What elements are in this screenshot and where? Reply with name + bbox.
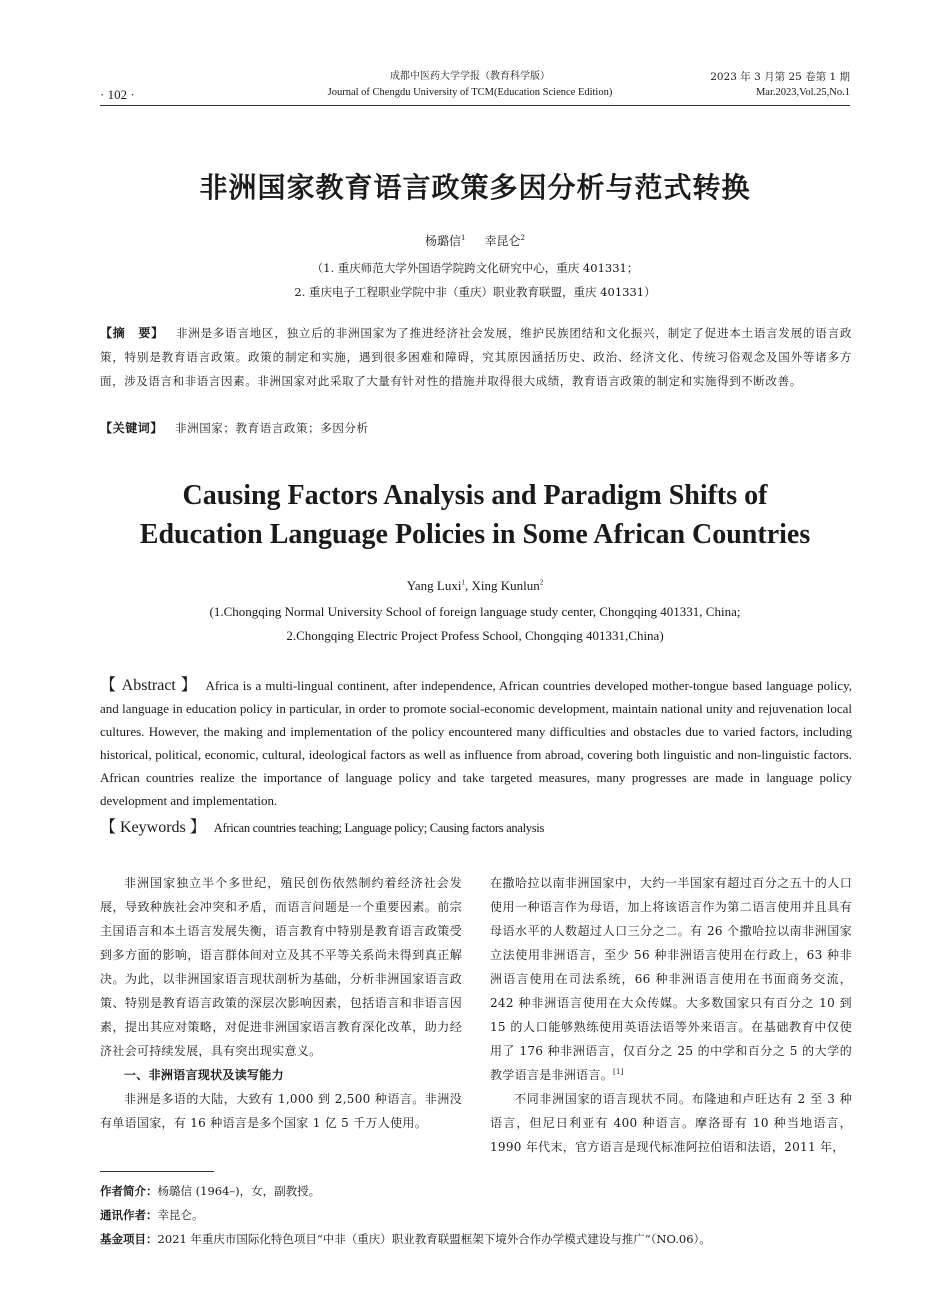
body-paragraph: 不同非洲国家的语言现状不同。布隆迪和卢旺达有 2 至 3 种语言，但尼日利亚有 400 种语言。摩洛哥有 10 种当地语言，1990 年代末，官方语言是现代标准阿拉伯语和法语，2011 年， [490,1092,852,1154]
journal-name [310,70,630,102]
affiliations-en [100,600,850,648]
author-name: Yang Luxi [406,578,462,593]
issue-info-cn: 2023 年 3 月第 25 卷第 1 期 [710,71,850,83]
body-column-left [100,871,462,1135]
footnotes [100,1179,860,1251]
footnote-author [100,1179,860,1203]
authors-en: Yang Luxi$^1$, Xing Kunlun$^2$ [406,578,544,593]
footnote-funding [100,1227,860,1251]
running-header [100,70,850,104]
author-affiliation-mark: 1 [460,234,466,242]
keywords-en [100,816,852,840]
footnote-text: 2021 年重庆市国际化特色项目“中非（重庆）职业教育联盟框架下境外合作办学模式建设与推广”（NO.06）。 [157,1232,711,1246]
citation-ref: [1] [613,1068,624,1076]
footnote-label: 基金项目： [100,1232,158,1246]
abstract-cn [100,321,852,393]
issue-info [710,70,850,102]
body-paragraph: 非洲国家独立半个多世纪，殖民创伤依然制约着经济社会发展，导致种族社会冲突和矛盾，而语言问题是一个重要因素。前宗主国语言和本土语言发展失衡，语言教育中特别是教育语言政策受到多方面的影响，语言群体间对立及其不平等关系尚未得到真正解决。为此，以非洲国家语言现状剖析为基础，分析非洲国家语言政策、特别是教育语言政策的深层次影响因素，包括语言和非语言因素，提出其应对策略，对促进非洲国家语言教育深化改革，助力经济社会可持续发展，具有突出现实意义。 [100,876,462,1058]
affiliation-line: （1. 重庆师范大学外国语学院跨文化研究中心，重庆 401331； [311,261,639,275]
page-number: · 102 · [100,87,135,102]
journal-name-en: Journal of Chengdu University of TCM(Education Science Edition) [327,87,613,98]
title-line: Causing Factors Analysis and Paradigm Shifts of [182,480,768,511]
footnote-label: 作者简介： [100,1184,158,1198]
keywords-text-cn: 非洲国家；教育语言政策；多因分析 [175,421,369,435]
keywords-cn [100,416,852,440]
keywords-label-en: 【 Keywords 】 [100,819,206,836]
paper-title-en [60,476,890,554]
paper-title-cn: 非洲国家教育语言政策多因分析与范式转换 [199,171,751,204]
footnote-label: 通讯作者： [100,1208,158,1222]
body-paragraph: 非洲是多语的大陆，大致有 1,000 到 2,500 种语言。非洲没有单语国家，有 16 种语言是多个国家 1 亿 5 千万人使用。 [100,1092,462,1130]
affiliation-line: (1.Chongqing Normal University School of foreign language study center, Chongqing 401331, China; [209,604,741,619]
authors-cn [100,232,850,249]
keywords-text-en: African countries teaching; Language policy; Causing factors analysis [213,821,545,835]
abstract-label-en: 【 Abstract 】 [100,677,198,694]
author-affiliation-mark: 2 [520,234,526,242]
paragraph-text: 在撒哈拉以南非洲国家中，大约一半国家有超过百分之五十的人口使用一种语言作为母语，加上将该语言作为第二语言使用并且具有母语水平的人数超过人口三分之二。有 26 个撒哈拉以南非洲国家立法使用非洲语言，至少 56 种非洲语言使用在行政上，63 种非洲语言使用在司法系统，66 种非洲语言使用在书面商务交流，242 种非洲语言使用在大众传媒。大多数国家只有百分之 10 到 15 的人口能够熟练使用英语法语等外来语言。在基础教育中仅使用了 176 种非洲语言，仅百分之 25 的中学和百分之 5 的大学的教学语言是非洲语言。 [490,876,852,1082]
affiliation-line: 2. 重庆电子工程职业学院中非（重庆）职业教育联盟，重庆 401331） [294,285,656,299]
author-name: 幸昆仑 [484,234,521,248]
author-name: 杨璐信 [424,234,461,248]
abstract-label-cn: 【摘 要】 [100,326,164,340]
section-heading: 一、非洲语言现状及读写能力 [124,1068,284,1082]
keywords-label-cn: 【关键词】 [100,421,164,435]
journal-name-cn: 成都中医药大学学报（教育科学版） [390,71,550,82]
abstract-en [100,674,852,812]
author-affiliation-mark: 2 [539,578,544,587]
affiliation-line: 2.Chongqing Electric Project Profess School, Chongqing 401331,China) [286,628,664,643]
body-column-right [490,871,852,1159]
affiliations-cn [100,256,850,304]
author-name: Xing Kunlun [471,578,540,593]
issue-info-en: Mar.2023,Vol.25,No.1 [755,87,850,98]
body-paragraph [490,871,852,1087]
footnote-corresponding [100,1203,860,1227]
footnote-divider [100,1171,214,1172]
abstract-text-cn: 非洲是多语言地区，独立后的非洲国家为了推进经济社会发展，维护民族团结和文化振兴，制定了促进本土语言发展的语言政策，特别是教育语言政策。政策的制定和实施，遇到很多困难和障碍，究其原因涵括历史、政治、经济文化、传统习俗观念及国外等诸多方面，涉及语言和非语言因素。非洲国家对此采取了大量有针对性的措施并取得很大成绩，教育语言政策的制定和实施得到不断改善。 [100,326,852,388]
title-line: Education Language Policies in Some African Countries [139,519,811,550]
header-divider [100,105,850,106]
abstract-text-en: Africa is a multi-lingual continent, after independence, African countries developed mother-tongue based language policy, and language in education policy in particular, in order to promote social-economic development, maintain national unity and rejuvenation local cultures. However, the making and implementation of the policy encountered many difficulties and obstacles due to varied factors, including historical, political, economic, cultural, ideological factors as well as influence from abroad, covering both linguistic and non-linguistic factors. African countries realize the importance of language policy and take targeted measures, many progresses are made in language policy development and implementation. [100,678,852,808]
author-affiliation-mark: 1 [461,578,465,587]
footnote-text: 杨璐信 (1964–)，女，副教授。 [157,1184,321,1198]
footnote-text: 幸昆仑。 [157,1208,204,1222]
